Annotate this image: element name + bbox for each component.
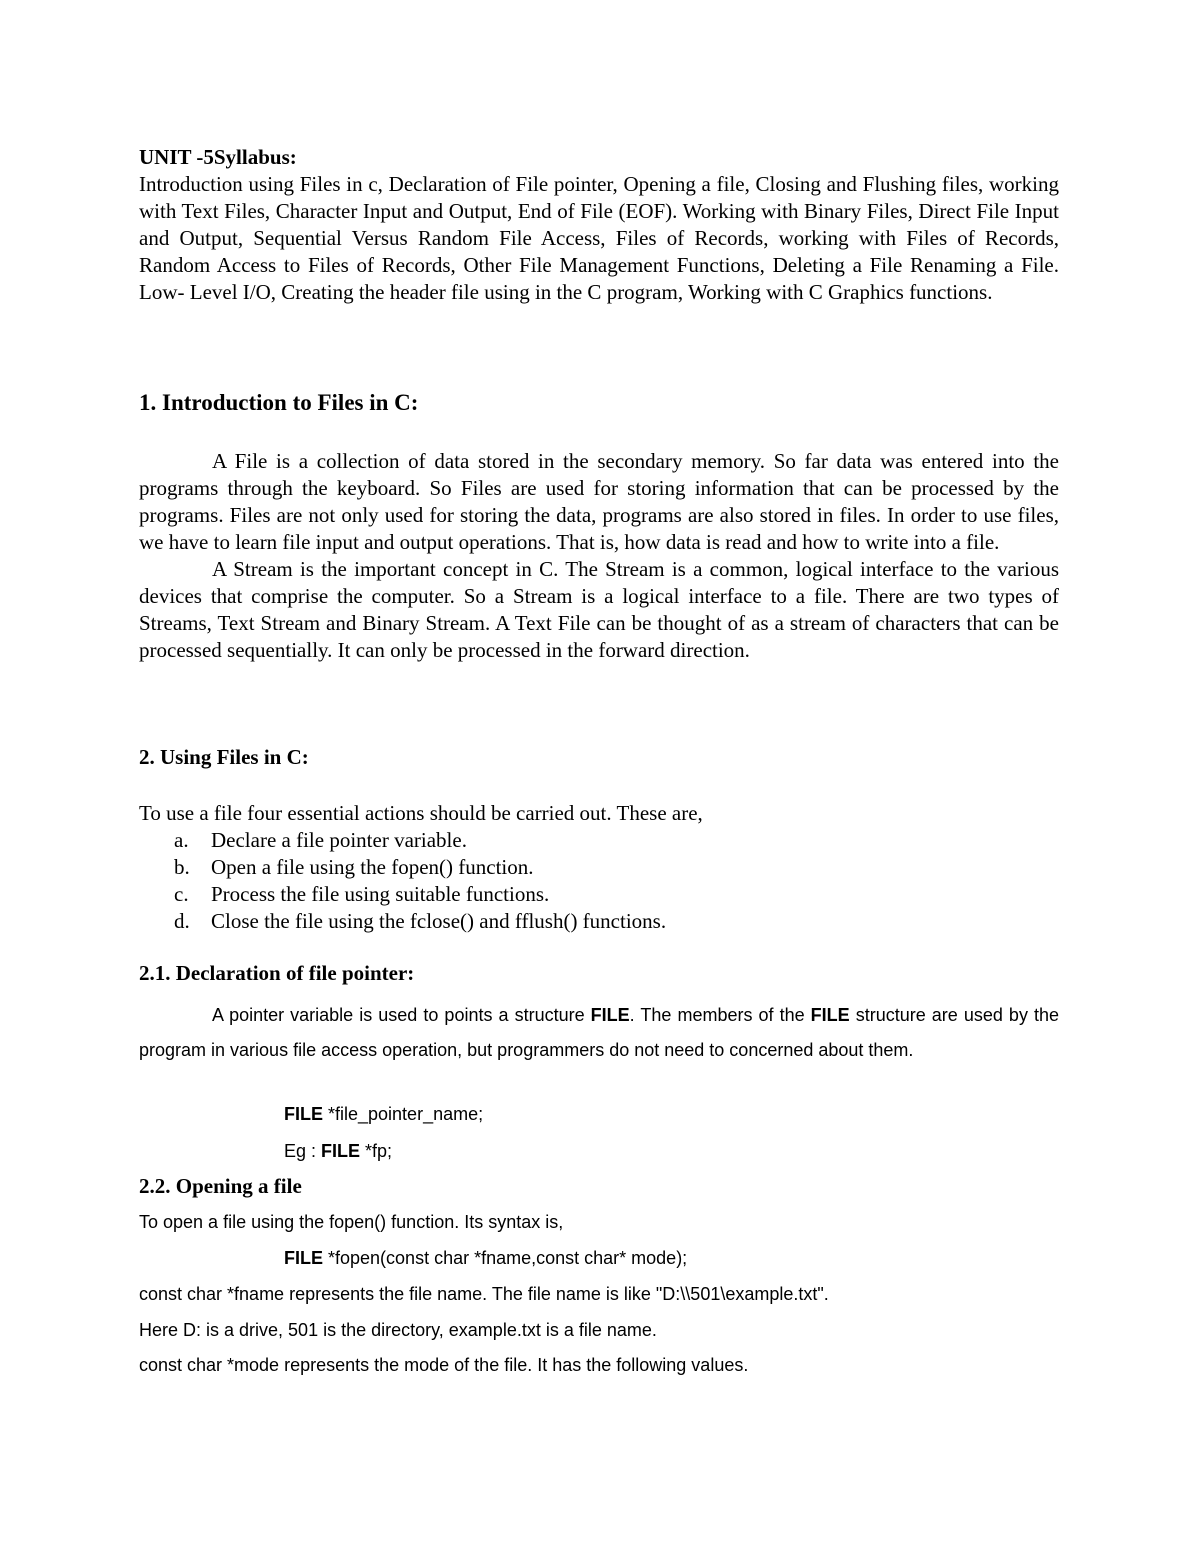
list-marker: b. [174,855,190,879]
section-2-1-heading: 2.1. Declaration of file pointer: [139,961,415,985]
list-item-text: Process the file using suitable functions. [211,882,550,906]
list-item [139,854,1059,881]
section-2-intro: To use a file four essential actions should be carried out. These are, [139,801,703,825]
list-item [139,908,1059,935]
list-item-text: Close the file using the fclose() and fflush() functions. [211,909,667,933]
file-keyword: FILE [284,1104,323,1124]
list-marker: c. [174,882,189,906]
text-run: Eg : [284,1141,322,1161]
file-keyword: FILE [590,1005,630,1025]
list-item [139,827,1059,854]
section-1-paragraph-1: A File is a collection of data stored in the secondary memory. So far data was entered into the programs through the keyboard. So Files are used for storing information that can be processed by the programs. Files are not only used for storing the data, programs are also stored in files. In order to use files, we have to learn file input and output operations. That is, how data is read and how to write into a file. [139,449,1059,554]
section-1-paragraph-2: A Stream is the important concept in C. The Stream is a common, logical interface to the various devices that comprise the computer. So a Stream is a logical interface to a file. There are two types of Streams, Text Stream and Binary Stream. A Text File can be thought of as a stream of characters that can be processed sequentially. It can only be processed in the forward direction. [139,557,1059,662]
list-marker: a. [174,828,189,852]
list-item-text: Open a file using the fopen() function. [211,855,534,879]
essential-actions-list [139,827,1059,935]
section-1-body [139,448,1059,664]
section-1-heading: 1. Introduction to Files in C: [139,390,419,415]
mode-description: const char *mode represents the mode of the file. It has the following values. [139,1355,749,1375]
file-pointer-syntax [284,1104,483,1125]
list-item-text: Declare a file pointer variable. [211,828,467,852]
path-description: Here D: is a drive, 501 is the directory, example.txt is a file name. [139,1320,657,1340]
file-keyword: FILE [810,1005,850,1025]
section-2-heading: 2. Using Files in C: [139,745,309,769]
syntax-text: *fopen(const char *fname,const char* mode); [323,1248,688,1268]
file-keyword: FILE [321,1141,361,1161]
file-pointer-example [284,1141,392,1162]
syllabus-text: Introduction using Files in c, Declaration of File pointer, Opening a file, Closing and Flushing files, working with Text Files, Character Input and Output, End of File (EOF). Working with Binary Files, Direct File Input and Output, Sequential Versus Random File Access, Files of Records, working with Files of Records, Random Access to Files of Records, Other File Management Functions, Deleting a File Renaming a File. Low- Level I/O, Creating the header file using in the C program, Working with C Graphics functions. [139,172,1059,304]
example-text: *fp; [360,1141,393,1161]
syllabus-heading: UNIT -5Syllabus: [139,145,297,169]
section-2-body [139,800,1059,935]
section-2-1-paragraph [139,998,1059,1068]
text-run: structure are used by the program in various file access operation, but programmers do not need to concerned about them. [139,1005,1060,1060]
text-run: . The members of the [629,1005,811,1025]
fopen-syntax [284,1248,687,1269]
text-run: A pointer variable is used to points a structure [212,1005,591,1025]
list-marker: d. [174,909,190,933]
syntax-text: *file_pointer_name; [323,1104,484,1124]
file-keyword: FILE [284,1248,323,1268]
section-2-2-heading: 2.2. Opening a file [139,1174,302,1198]
list-item [139,881,1059,908]
syllabus-section [139,144,1059,306]
fopen-intro: To open a file using the fopen() function. Its syntax is, [139,1212,564,1232]
fname-description: const char *fname represents the file name. The file name is like "D:\\501\example.txt". [139,1284,829,1304]
